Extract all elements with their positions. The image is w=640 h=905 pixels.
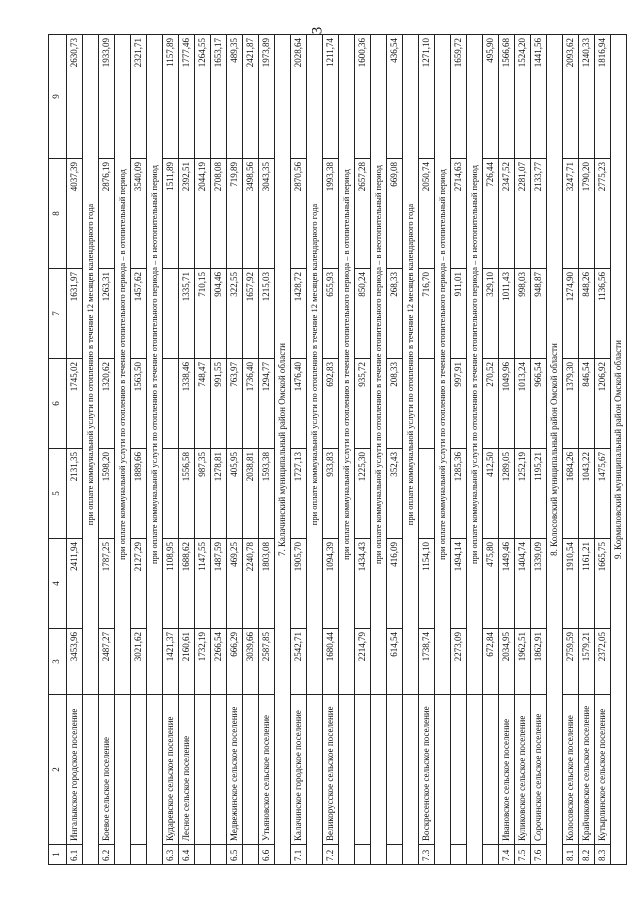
value-cell: 2759,59 xyxy=(563,629,579,695)
value-cell: 1274,90 xyxy=(563,269,579,359)
empty-cell xyxy=(147,695,163,865)
row-code: 6.3 xyxy=(163,845,179,865)
table-row xyxy=(499,35,515,865)
value-cell: 3247,71 xyxy=(563,159,579,269)
settlement-name xyxy=(243,695,259,845)
table-row xyxy=(99,35,115,865)
section-row xyxy=(611,35,627,865)
value-cell: 489,35 xyxy=(227,35,243,159)
value-cell: 3021,62 xyxy=(131,629,147,695)
value-cell: 1225,30 xyxy=(355,449,371,539)
settlement-name: Калачинское городское поселение xyxy=(291,695,307,845)
value-cell: 2587,85 xyxy=(259,629,275,695)
row-code: 8.3 xyxy=(595,845,611,865)
empty-cell xyxy=(307,695,323,865)
row-code xyxy=(211,845,227,865)
value-cell: 1659,72 xyxy=(451,35,467,159)
rotated-table-frame xyxy=(48,35,638,865)
value-cell: 1240,33 xyxy=(579,35,595,159)
value-cell: 1441,56 xyxy=(531,35,547,159)
value-cell: 2160,61 xyxy=(179,629,195,695)
value-cell: 1973,89 xyxy=(259,35,275,159)
condition-row xyxy=(435,35,451,865)
value-cell: 1579,21 xyxy=(579,629,595,695)
value-cell: 1680,44 xyxy=(323,629,339,695)
row-code: 7.6 xyxy=(531,845,547,865)
value-cell: 1320,62 xyxy=(99,359,115,449)
condition-row xyxy=(403,35,419,865)
value-cell: 692,83 xyxy=(323,359,339,449)
value-cell: 2240,78 xyxy=(243,539,259,629)
value-cell: 2421,87 xyxy=(243,35,259,159)
table-row xyxy=(195,35,211,865)
settlement-name: Воскресенское сельское поселение xyxy=(419,695,435,845)
value-cell: 1011,43 xyxy=(499,269,515,359)
value-cell: 1736,40 xyxy=(243,359,259,449)
value-cell: 1790,20 xyxy=(579,159,595,269)
table-row xyxy=(579,35,595,865)
table-row xyxy=(67,35,83,865)
value-cell: 2392,51 xyxy=(179,159,195,269)
value-cell: 998,03 xyxy=(515,269,531,359)
condition-note: при оплате коммунальной услуги по отоплению в течение отопительного периода – в отопительный период xyxy=(339,35,355,695)
value-cell: 1511,89 xyxy=(163,159,179,269)
value-cell: 748,47 xyxy=(195,359,211,449)
value-cell: 1108,95 xyxy=(163,539,179,629)
value-cell: 1598,20 xyxy=(99,449,115,539)
condition-row xyxy=(339,35,355,865)
row-code xyxy=(195,845,211,865)
value-cell: 2133,77 xyxy=(531,159,547,269)
empty-cell xyxy=(339,695,355,865)
value-cell: 991,55 xyxy=(211,359,227,449)
table-row xyxy=(483,35,499,865)
condition-row xyxy=(115,35,131,865)
row-code xyxy=(387,845,403,865)
value-cell: 1631,97 xyxy=(67,269,83,359)
row-code: 8.2 xyxy=(579,845,595,865)
table-row xyxy=(387,35,403,865)
value-cell xyxy=(163,269,179,359)
row-code xyxy=(243,845,259,865)
value-cell: 3453,96 xyxy=(67,629,83,695)
value-cell: 1263,31 xyxy=(99,269,115,359)
value-cell: 1803,08 xyxy=(259,539,275,629)
value-cell: 2630,73 xyxy=(67,35,83,159)
value-cell: 2411,94 xyxy=(67,539,83,629)
row-code: 6.5 xyxy=(227,845,243,865)
table-row xyxy=(179,35,195,865)
settlement-name xyxy=(387,695,403,845)
value-cell: 1449,46 xyxy=(499,539,515,629)
settlement-name: Утьяновское сельское поселение xyxy=(259,695,275,845)
value-cell: 412,50 xyxy=(483,449,499,539)
table-row xyxy=(227,35,243,865)
value-cell: 1910,54 xyxy=(563,539,579,629)
row-code: 7.3 xyxy=(419,845,435,865)
value-cell: 1289,05 xyxy=(499,449,515,539)
column-header: 9 xyxy=(49,35,67,159)
table-row xyxy=(291,35,307,865)
value-cell: 1195,21 xyxy=(531,449,547,539)
settlement-name xyxy=(483,695,499,845)
settlement-name: Ингалыкское городское поселение xyxy=(67,695,83,845)
settlement-name: Боевое сельское поселение xyxy=(99,695,115,845)
tariff-table xyxy=(48,34,627,865)
settlement-name: Крайчиковское сельское поселение xyxy=(579,695,595,845)
column-header: 2 xyxy=(49,695,67,845)
value-cell: 3498,56 xyxy=(243,159,259,269)
empty-cell xyxy=(403,695,419,865)
value-cell: 614,54 xyxy=(387,629,403,695)
value-cell: 2321,71 xyxy=(131,35,147,159)
value-cell: 1962,51 xyxy=(515,629,531,695)
value-cell: 848,26 xyxy=(579,269,595,359)
value-cell: 3039,66 xyxy=(243,629,259,695)
settlement-name: Медвежинское сельское поселение xyxy=(227,695,243,845)
value-cell: 270,52 xyxy=(483,359,499,449)
settlement-name xyxy=(131,695,147,845)
value-cell: 1013,24 xyxy=(515,359,531,449)
section-row xyxy=(547,35,563,865)
empty-cell xyxy=(467,695,483,865)
table-row xyxy=(131,35,147,865)
value-cell: 655,93 xyxy=(323,269,339,359)
value-cell: 1738,74 xyxy=(419,629,435,695)
value-cell: 405,95 xyxy=(227,449,243,539)
value-cell: 1787,25 xyxy=(99,539,115,629)
value-cell: 2127,29 xyxy=(131,539,147,629)
row-code xyxy=(355,845,371,865)
settlement-name xyxy=(451,695,467,845)
value-cell: 1278,81 xyxy=(211,449,227,539)
value-cell: 2775,23 xyxy=(595,159,611,269)
value-cell: 2214,79 xyxy=(355,629,371,695)
value-cell: 2034,95 xyxy=(499,629,515,695)
value-cell: 2131,35 xyxy=(67,449,83,539)
row-code: 7.5 xyxy=(515,845,531,865)
value-cell: 1215,03 xyxy=(259,269,275,359)
value-cell: 1294,77 xyxy=(259,359,275,449)
value-cell: 710,15 xyxy=(195,269,211,359)
value-cell: 1993,38 xyxy=(323,159,339,269)
condition-row xyxy=(467,35,483,865)
value-cell: 1252,19 xyxy=(515,449,531,539)
settlement-name: Кударевское сельское поселение xyxy=(163,695,179,845)
value-cell: 1379,30 xyxy=(563,359,579,449)
value-cell xyxy=(163,449,179,539)
value-cell: 1745,02 xyxy=(67,359,83,449)
column-header: 6 xyxy=(49,359,67,449)
value-cell: 1206,92 xyxy=(595,359,611,449)
row-code: 6.1 xyxy=(67,845,83,865)
value-cell: 1434,43 xyxy=(355,539,371,629)
value-cell: 1157,89 xyxy=(163,35,179,159)
value-cell: 2542,71 xyxy=(291,629,307,695)
value-cell: 1271,10 xyxy=(419,35,435,159)
value-cell: 352,43 xyxy=(387,449,403,539)
empty-cell xyxy=(115,695,131,865)
value-cell: 2708,08 xyxy=(211,159,227,269)
row-code: 7.4 xyxy=(499,845,515,865)
condition-note: при оплате коммунальной услуги по отоплению в течение отопительного периода – в отопительный период xyxy=(115,35,131,695)
value-cell: 763,97 xyxy=(227,359,243,449)
table-row xyxy=(451,35,467,865)
settlement-name: Куликовское сельское поселение xyxy=(515,695,531,845)
value-cell: 2870,56 xyxy=(291,159,307,269)
row-code: 6.6 xyxy=(259,845,275,865)
table-row xyxy=(563,35,579,865)
row-code: 7.1 xyxy=(291,845,307,865)
column-header: 1 xyxy=(49,845,67,865)
value-cell: 1524,20 xyxy=(515,35,531,159)
value-cell: 2876,19 xyxy=(99,159,115,269)
value-cell: 2372,05 xyxy=(595,629,611,695)
settlement-name: Ивановское сельское поселение xyxy=(499,695,515,845)
condition-note: при оплате коммунальной услуги по отоплению в течение отопительного периода – в неотопительный период xyxy=(147,35,163,695)
value-cell: 1264,55 xyxy=(195,35,211,159)
table-body xyxy=(67,35,627,865)
value-cell: 1777,46 xyxy=(179,35,195,159)
value-cell: 1475,67 xyxy=(595,449,611,539)
value-cell: 1684,26 xyxy=(563,449,579,539)
value-cell: 1335,71 xyxy=(179,269,195,359)
row-code xyxy=(131,845,147,865)
section-title: 9. Кормиловский муниципальный район Омской области xyxy=(611,35,627,865)
value-cell: 1161,21 xyxy=(579,539,595,629)
condition-row xyxy=(83,35,99,865)
value-cell: 1665,75 xyxy=(595,539,611,629)
value-cell: 1404,74 xyxy=(515,539,531,629)
value-cell: 987,35 xyxy=(195,449,211,539)
value-cell: 2714,63 xyxy=(451,159,467,269)
column-header: 3 xyxy=(49,629,67,695)
value-cell: 669,08 xyxy=(387,159,403,269)
value-cell: 2273,09 xyxy=(451,629,467,695)
value-cell: 475,80 xyxy=(483,539,499,629)
value-cell: 2266,54 xyxy=(211,629,227,695)
value-cell: 935,72 xyxy=(355,359,371,449)
value-cell: 719,89 xyxy=(227,159,243,269)
empty-cell xyxy=(435,695,451,865)
value-cell: 3043,35 xyxy=(259,159,275,269)
value-cell: 1862,91 xyxy=(531,629,547,695)
value-cell: 1049,96 xyxy=(499,359,515,449)
value-cell: 846,54 xyxy=(579,359,595,449)
condition-row xyxy=(307,35,323,865)
row-code: 8.1 xyxy=(563,845,579,865)
condition-row xyxy=(371,35,387,865)
row-code: 6.2 xyxy=(99,845,115,865)
value-cell: 1487,59 xyxy=(211,539,227,629)
table-row xyxy=(595,35,611,865)
settlement-name: Лесное сельское поселение xyxy=(179,695,195,845)
row-code xyxy=(451,845,467,865)
settlement-name: Колосовское сельское поселение xyxy=(563,695,579,845)
settlement-name: Великорусское сельское поселение xyxy=(323,695,339,845)
value-cell: 966,54 xyxy=(531,359,547,449)
value-cell: 726,44 xyxy=(483,159,499,269)
value-cell: 4037,39 xyxy=(67,159,83,269)
value-cell: 1428,72 xyxy=(291,269,307,359)
value-cell: 1593,38 xyxy=(259,449,275,539)
column-header: 4 xyxy=(49,539,67,629)
value-cell: 1338,46 xyxy=(179,359,195,449)
value-cell: 1563,50 xyxy=(131,359,147,449)
value-cell: 1905,70 xyxy=(291,539,307,629)
value-cell: 1043,22 xyxy=(579,449,595,539)
settlement-name xyxy=(195,695,211,845)
value-cell: 2093,62 xyxy=(563,35,579,159)
value-cell: 1732,19 xyxy=(195,629,211,695)
value-cell: 1457,62 xyxy=(131,269,147,359)
value-cell: 716,70 xyxy=(419,269,435,359)
value-cell: 911,01 xyxy=(451,269,467,359)
value-cell: 1147,55 xyxy=(195,539,211,629)
column-header: 8 xyxy=(49,159,67,269)
value-cell: 1727,13 xyxy=(291,449,307,539)
condition-note: при оплате коммунальной услуги по отоплению в течение 12 месяцев календарного года xyxy=(83,35,99,695)
value-cell: 933,83 xyxy=(323,449,339,539)
section-row xyxy=(275,35,291,865)
table-row xyxy=(323,35,339,865)
page-number: 3 xyxy=(309,26,326,35)
value-cell: 1933,09 xyxy=(99,35,115,159)
value-cell: 2028,64 xyxy=(291,35,307,159)
empty-cell xyxy=(83,695,99,865)
value-cell: 2044,19 xyxy=(195,159,211,269)
value-cell: 948,87 xyxy=(531,269,547,359)
value-cell xyxy=(163,359,179,449)
table-row xyxy=(531,35,547,865)
value-cell: 469,25 xyxy=(227,539,243,629)
value-cell: 2657,28 xyxy=(355,159,371,269)
value-cell xyxy=(419,449,435,539)
table-row xyxy=(355,35,371,865)
value-cell: 1816,94 xyxy=(595,35,611,159)
column-header: 5 xyxy=(49,449,67,539)
value-cell: 3540,09 xyxy=(131,159,147,269)
value-cell: 1094,39 xyxy=(323,539,339,629)
table-row xyxy=(211,35,227,865)
row-code: 7.2 xyxy=(323,845,339,865)
value-cell: 1556,58 xyxy=(179,449,195,539)
value-cell: 322,55 xyxy=(227,269,243,359)
value-cell: 495,90 xyxy=(483,35,499,159)
value-cell: 1339,09 xyxy=(531,539,547,629)
value-cell: 1285,36 xyxy=(451,449,467,539)
table-row xyxy=(259,35,275,865)
value-cell: 208,33 xyxy=(387,359,403,449)
column-header: 7 xyxy=(49,269,67,359)
value-cell: 1600,36 xyxy=(355,35,371,159)
value-cell: 1136,56 xyxy=(595,269,611,359)
value-cell: 1154,10 xyxy=(419,539,435,629)
settlement-name: Сорочинское сельское поселение xyxy=(531,695,547,845)
value-cell: 2281,07 xyxy=(515,159,531,269)
table-row xyxy=(419,35,435,865)
value-cell: 268,33 xyxy=(387,269,403,359)
value-cell: 1421,37 xyxy=(163,629,179,695)
settlement-name xyxy=(355,695,371,845)
value-cell: 1476,40 xyxy=(291,359,307,449)
condition-note: при оплате коммунальной услуги по отоплению в течение 12 месяцев календарного года xyxy=(403,35,419,695)
empty-cell xyxy=(371,695,387,865)
table-header-row xyxy=(49,35,67,865)
row-code: 6.4 xyxy=(179,845,195,865)
value-cell: 1657,92 xyxy=(243,269,259,359)
value-cell xyxy=(419,359,435,449)
value-cell: 2487,27 xyxy=(99,629,115,695)
value-cell: 1653,17 xyxy=(211,35,227,159)
condition-note: при оплате коммунальной услуги по отоплению в течение отопительного периода – в неотопительный период xyxy=(371,35,387,695)
value-cell: 436,54 xyxy=(387,35,403,159)
table-row xyxy=(515,35,531,865)
section-title: 8. Колосовский муниципальный район Омской области xyxy=(547,35,563,865)
table-row xyxy=(163,35,179,865)
table-row xyxy=(243,35,259,865)
value-cell: 2050,74 xyxy=(419,159,435,269)
value-cell: 1494,14 xyxy=(451,539,467,629)
value-cell: 329,10 xyxy=(483,269,499,359)
value-cell: 2038,81 xyxy=(243,449,259,539)
condition-note: при оплате коммунальной услуги по отоплению в течение отопительного периода – в отопительный период xyxy=(435,35,451,695)
row-code xyxy=(483,845,499,865)
value-cell: 1688,62 xyxy=(179,539,195,629)
condition-note: при оплате коммунальной услуги по отоплению в течение 12 месяцев календарного года xyxy=(307,35,323,695)
settlement-name: Кутырлинское сельское поселение xyxy=(595,695,611,845)
value-cell: 1566,68 xyxy=(499,35,515,159)
value-cell: 1211,74 xyxy=(323,35,339,159)
value-cell: 416,09 xyxy=(387,539,403,629)
value-cell: 666,29 xyxy=(227,629,243,695)
value-cell: 904,46 xyxy=(211,269,227,359)
value-cell: 1889,66 xyxy=(131,449,147,539)
value-cell: 672,84 xyxy=(483,629,499,695)
value-cell: 2347,52 xyxy=(499,159,515,269)
section-title: 7. Калачинский муниципальный район Омской области xyxy=(275,35,291,865)
settlement-name xyxy=(211,695,227,845)
value-cell: 850,24 xyxy=(355,269,371,359)
condition-row xyxy=(147,35,163,865)
condition-note: при оплате коммунальной услуги по отоплению в течение отопительного периода – в неотопительный период xyxy=(467,35,483,695)
value-cell: 997,91 xyxy=(451,359,467,449)
